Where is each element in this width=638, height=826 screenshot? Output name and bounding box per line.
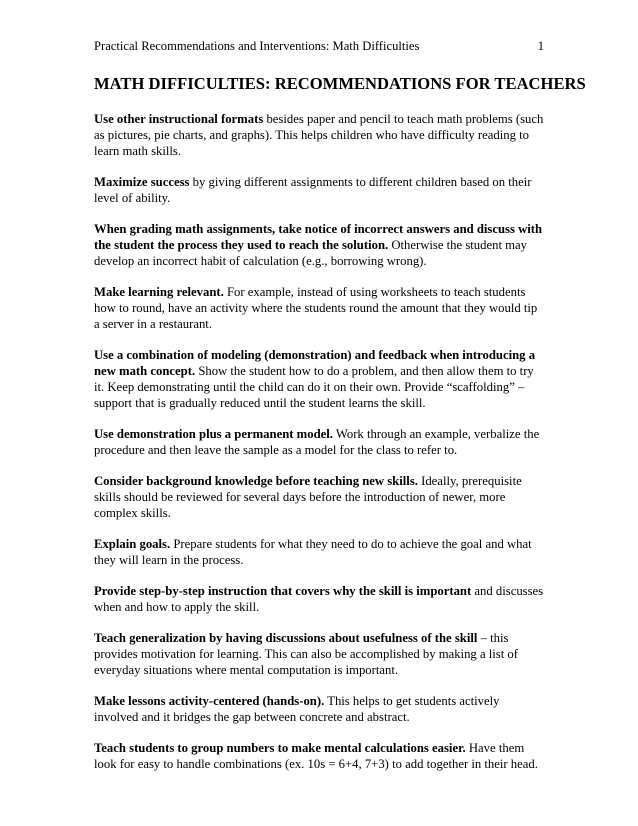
recommendation-lead: Use other instructional formats: [94, 112, 264, 126]
recommendation-paragraph: [94, 426, 544, 458]
recommendation-lead: Teach students to group numbers to make mental calculations easier.: [94, 741, 466, 755]
recommendation-lead: Teach generalization by having discussions about usefulness of the skill: [94, 631, 478, 645]
recommendation-lead: Use demonstration plus a permanent model.: [94, 427, 333, 441]
recommendation-text: Have them look for easy to handle combinations (ex. 10s = 6+4, 7+3) to add together in their head.: [94, 741, 538, 771]
running-header: [94, 38, 544, 54]
recommendations-list: [94, 111, 544, 772]
recommendation-paragraph: [94, 740, 544, 772]
recommendation-paragraph: [94, 583, 544, 615]
recommendation-paragraph: [94, 347, 544, 411]
recommendation-lead: When grading math assignments, take notice of incorrect answers and discuss with the student the process they used to reach the solution.: [94, 222, 543, 252]
document-title: MATH DIFFICULTIES: RECOMMENDATIONS FOR TEACHERS: [94, 74, 586, 93]
recommendation-lead: Make lessons activity-centered (hands-on).: [94, 694, 325, 708]
recommendation-text: besides paper and pencil to teach math problems (such as pictures, pie charts, and graphs). This helps children who have difficulty reading to learn math skills.: [94, 112, 544, 158]
recommendation-paragraph: [94, 284, 544, 332]
running-title: Practical Recommendations and Interventions: Math Difficulties: [94, 39, 420, 53]
recommendation-paragraph: [94, 693, 544, 725]
recommendation-paragraph: [94, 221, 544, 269]
recommendation-text: – this provides motivation for learning. This can also be accomplished by making a list of everyday situations where mental computation is important.: [94, 631, 518, 677]
recommendation-lead: Make learning relevant.: [94, 285, 224, 299]
recommendation-text: Prepare students for what they need to do to achieve the goal and what they will learn in the process.: [94, 537, 532, 567]
recommendation-text: and discusses when and how to apply the skill.: [94, 584, 544, 614]
recommendation-lead: Maximize success: [94, 175, 190, 189]
recommendation-paragraph: [94, 473, 544, 521]
recommendation-text: Ideally, prerequisite skills should be reviewed for several days before the introduction of newer, more complex skills.: [94, 474, 522, 520]
recommendation-text: Work through an example, verbalize the procedure and then leave the sample as a model for the class to refer to.: [94, 427, 540, 457]
recommendation-lead: Use a combination of modeling (demonstration) and feedback when introducing a new math concept.: [94, 348, 536, 378]
recommendation-lead: Consider background knowledge before teaching new skills.: [94, 474, 418, 488]
page-number: 1: [537, 39, 544, 53]
recommendation-lead: Explain goals.: [94, 537, 171, 551]
recommendation-lead: Provide step-by-step instruction that covers why the skill is important: [94, 584, 472, 598]
recommendation-text: For example, instead of using worksheets to teach students how to round, have an activity where the students round the amount that they would tip a server in a restaurant.: [94, 285, 538, 331]
recommendation-text: Show the student how to do a problem, and then allow them to try it. Keep demonstrating until the child can do it on their own. Provide “scaffolding” – support that is gradually reduced until the student learns the skill.: [94, 364, 534, 410]
recommendation-paragraph: [94, 630, 544, 678]
recommendation-paragraph: [94, 111, 544, 159]
recommendation-text: by giving different assignments to different children based on their level of ability.: [94, 175, 532, 205]
recommendation-paragraph: [94, 536, 544, 568]
recommendation-paragraph: [94, 174, 544, 206]
recommendation-text: This helps to get students actively involved and it bridges the gap between concrete and abstract.: [94, 694, 500, 724]
recommendation-text: Otherwise the student may develop an incorrect habit of calculation (e.g., borrowing wrong).: [94, 238, 527, 268]
